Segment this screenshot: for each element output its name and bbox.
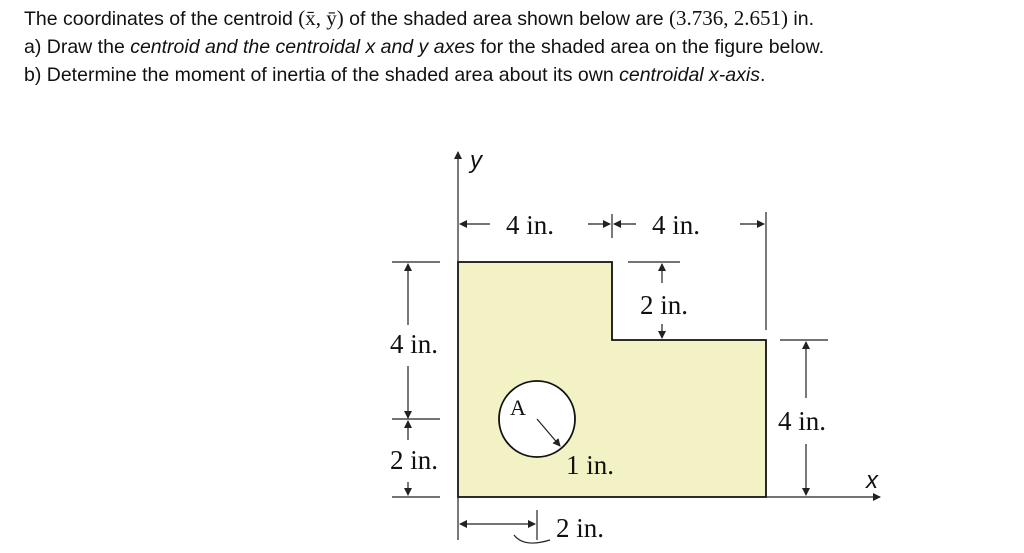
line1-prefix: The coordinates of the centroid <box>24 8 299 30</box>
line2-suffix: for the shaded area on the figure below. <box>474 36 824 58</box>
dim-top-left: 4 in. <box>506 210 555 240</box>
dim-hole-center-x: 2 in. <box>556 513 605 543</box>
dim-notch-depth: 2 in. <box>640 290 689 320</box>
dim-top-right: 4 in. <box>652 210 701 240</box>
line1-suffix: in. <box>787 8 814 30</box>
dim-hole-radius: 1 in. <box>566 450 615 480</box>
line3-emphasis: centroidal x-axis <box>619 64 760 86</box>
line1-middle: of the shaded area shown below are <box>343 8 669 30</box>
dim-left-upper: 4 in. <box>390 329 439 359</box>
centroid-coordinates: (3.736, 2.651) <box>668 6 788 30</box>
dim-left-lower: 2 in. <box>390 445 439 475</box>
y-axis-label: y <box>470 147 482 174</box>
centroid-symbol: (x̄, ȳ) <box>298 6 344 30</box>
hole-label: A <box>510 395 526 420</box>
hole-center-dim-leader <box>514 535 550 543</box>
line3-prefix: b) Determine the moment of inertia of the shaded area about its own <box>24 64 620 86</box>
dim-right: 4 in. <box>778 406 827 436</box>
line3-suffix: . <box>759 64 766 86</box>
line2-emphasis: centroid and the centroidal x and y axes <box>130 36 475 58</box>
x-axis-label: x <box>866 467 878 494</box>
line2-prefix: a) Draw the <box>24 36 131 58</box>
